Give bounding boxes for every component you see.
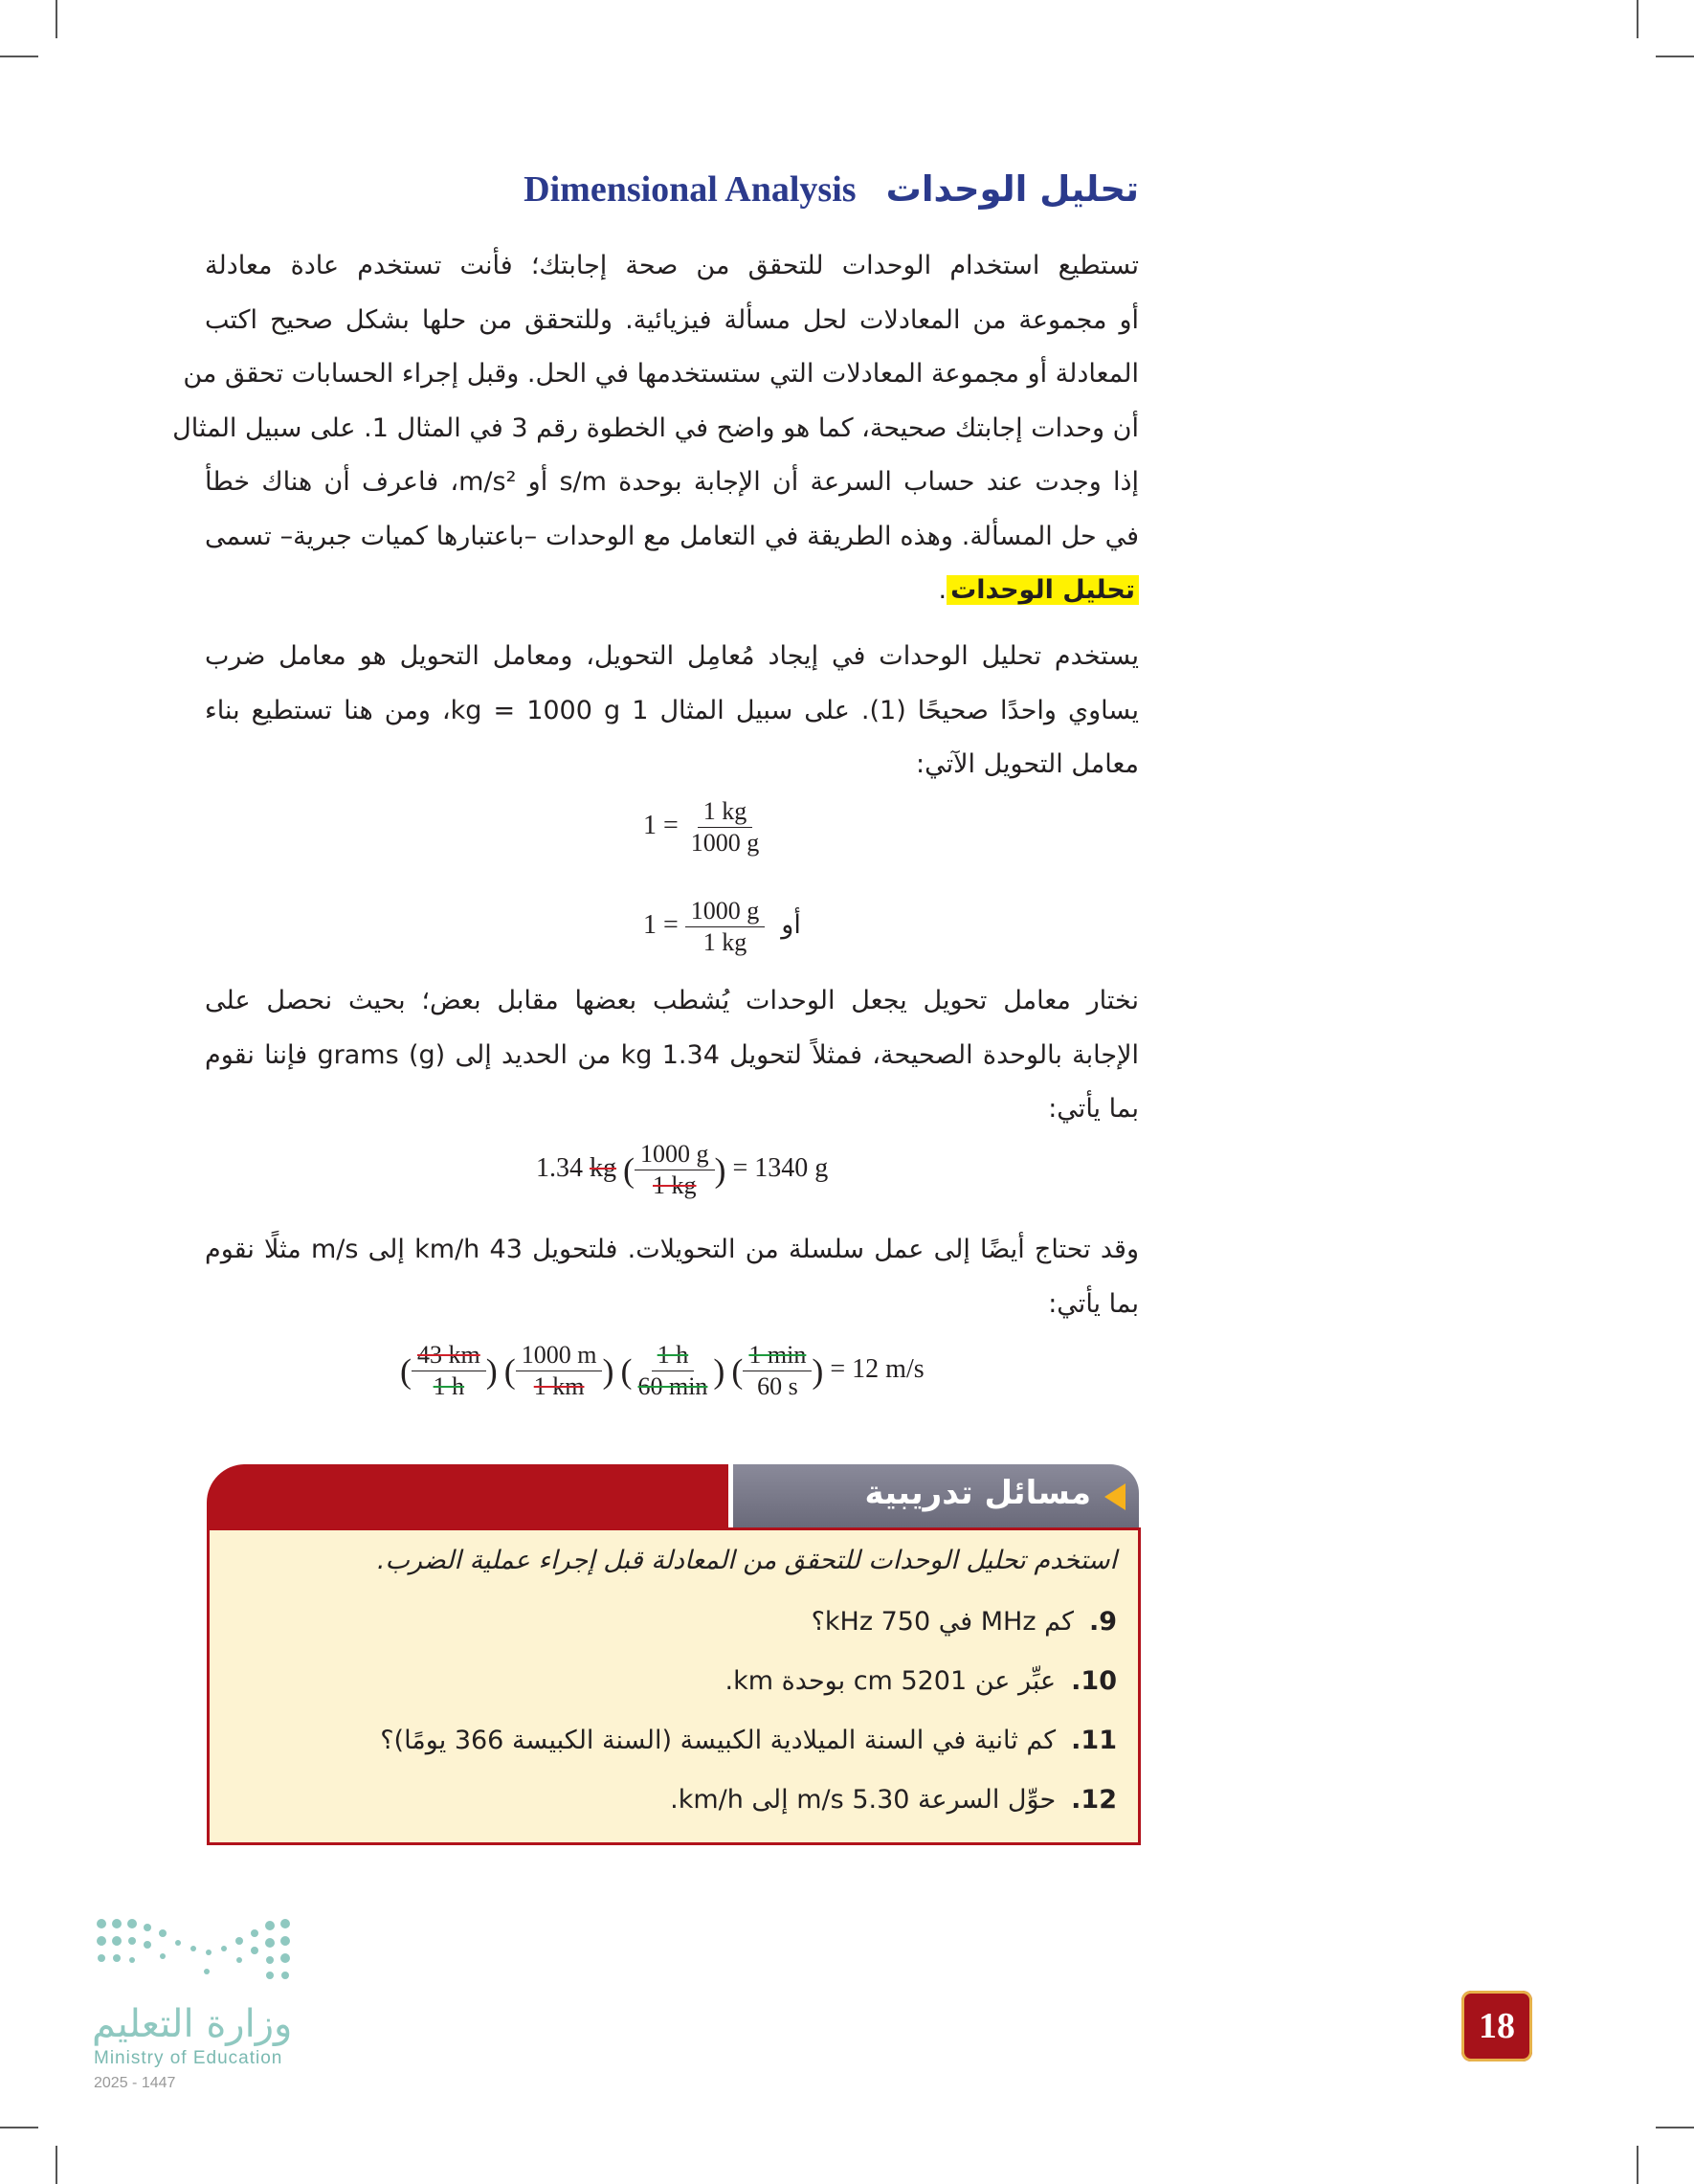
heading-arabic: تحليل الوحدات xyxy=(885,168,1139,210)
denominator: 60 min xyxy=(637,1372,708,1400)
practice-title: مسائل تدريبية xyxy=(864,1474,1091,1512)
paragraph-2 xyxy=(205,630,1139,792)
text-line: إذا وجدت عند حساب السرعة أن الإجابة بوحدة s/m أو m/s²، فاعرف أن هناك خطأ xyxy=(205,467,1140,497)
box-header-red xyxy=(207,1464,728,1527)
crop-mark xyxy=(56,0,57,38)
text-line: في حل المسألة. وهذه الطريقة في التعامل مع الوحدات –باعتبارها كميات جبرية– تسمى xyxy=(205,521,1139,551)
numerator: 1000 g xyxy=(635,1139,715,1170)
numerator: 1 h xyxy=(652,1340,695,1371)
crop-mark xyxy=(56,2146,57,2184)
eq-left: 1 = xyxy=(643,909,679,940)
numerator: 1000 m xyxy=(516,1340,603,1371)
equation-2 xyxy=(643,896,801,958)
text-line: الإجابة بالوحدة الصحيحة، فمثلاً لتحويل 1.34 kg من الحديد إلى grams (g) فإننا نقوم xyxy=(205,1039,1139,1070)
numerator: 1 kg xyxy=(698,796,753,828)
text-line: نختار معامل تحويل يجعل الوحدات يُشطب بعضها مقابل بعض؛ بحيث نحصل على xyxy=(205,986,1139,1015)
practice-problems-box xyxy=(207,1464,1139,1843)
practice-intro: استخدم تحليل الوحدات للتحقق من المعادلة قبل إجراء عملية الضرب. xyxy=(376,1546,1117,1575)
crop-mark xyxy=(1656,2127,1694,2128)
text-line: أو مجموعة من المعادلات لحل مسألة فيزيائية. وللتحقق من حلها بشكل صحيح اكتب xyxy=(205,304,1139,335)
item-text: كم ثانية في السنة الميلادية الكبيسة (السنة الكبيسة 366 يومًا)؟ xyxy=(380,1726,1057,1755)
equation-4: ( $\frac{43 km}{1 h}$ ) ( $\frac{1000 m}{1 km}$ ) ( $\frac{1 h}{60 \min}$ ) ( $\frac{1 \min}{60 s}$ ) = 12 m/s xyxy=(400,1341,925,1400)
or-label: أو xyxy=(781,909,801,940)
crop-mark xyxy=(1656,56,1694,57)
crop-mark xyxy=(0,56,38,57)
text-line: أن وحدات إجابتك صحيحة، كما هو واضح في الخطوة رقم 3 في المثال 1. على سبيل المثال xyxy=(172,412,1139,443)
ministry-year: 2025 - 1447 xyxy=(94,2075,176,2091)
crop-mark xyxy=(1637,0,1638,38)
paragraph-3 xyxy=(205,974,1139,1137)
denominator: 1 kg xyxy=(702,928,747,956)
item-number: 9. xyxy=(1088,1607,1117,1637)
highlighted-term: تحليل الوحدات xyxy=(947,575,1139,605)
fraction xyxy=(516,1340,603,1402)
item-number: 12. xyxy=(1071,1785,1117,1815)
text-line: يستخدم تحليل الوحدات في إيجاد مُعامِل التحويل، ومعامل التحويل هو معامل ضرب xyxy=(205,641,1139,671)
item-text: حوِّل السرعة 5.30 m/s إلى km/h. xyxy=(670,1785,1057,1815)
numerator: 1000 g xyxy=(685,896,766,927)
text-line: تستطيع استخدام الوحدات للتحقق من صحة إجابتك؛ فأنت تستخدم عادة معادلة xyxy=(205,251,1139,280)
equation-1 xyxy=(643,796,765,858)
cancelled-unit: kg xyxy=(590,1152,616,1183)
practice-item xyxy=(380,1726,1117,1755)
paragraph-4 xyxy=(205,1223,1139,1331)
practice-item xyxy=(725,1666,1117,1696)
text-line: معامل التحويل الآتي: xyxy=(915,749,1139,779)
text-line-highlight: تحليل الوحدات. xyxy=(205,564,1139,618)
item-text: عبِّر عن 5201 cm بوحدة km. xyxy=(724,1666,1057,1696)
practice-item xyxy=(670,1785,1117,1815)
triangle-arrow-icon xyxy=(1104,1483,1126,1510)
item-text: كم MHz في 750 kHz؟ xyxy=(811,1607,1074,1637)
practice-item xyxy=(812,1607,1117,1637)
text-line: وقد تحتاج أيضًا إلى عمل سلسلة من التحويلات. فلتحويل 43 km/h إلى m/s مثلًا نقوم xyxy=(205,1235,1140,1264)
eq-left: 1 = xyxy=(643,810,679,840)
item-number: 10. xyxy=(1071,1666,1117,1696)
section-heading xyxy=(0,168,1139,222)
denominator: 60 s xyxy=(757,1372,798,1400)
equation-3: 1.34 kg ( $\frac{1000 g}{1 kg}$ ) = 1340 g xyxy=(536,1140,829,1199)
page-number: 18 xyxy=(1461,1991,1532,2061)
crop-mark xyxy=(1637,2146,1638,2184)
ministry-name-arabic: وزارة التعليم xyxy=(92,2002,293,2046)
denominator: 1 h xyxy=(433,1372,465,1400)
ministry-name-english: Ministry of Education xyxy=(94,2048,283,2068)
denominator: 1000 g xyxy=(690,829,760,857)
fraction xyxy=(635,1139,715,1201)
fraction xyxy=(412,1340,486,1402)
text-line: بما يأتي: xyxy=(1048,1094,1139,1124)
denominator: 1 kg xyxy=(653,1171,697,1199)
numerator: 43 km xyxy=(412,1340,486,1371)
eq-value: 1.34 xyxy=(536,1152,583,1183)
eq-result: = 12 m/s xyxy=(830,1353,925,1384)
item-number: 11. xyxy=(1071,1726,1117,1755)
paragraph-1 xyxy=(172,239,1140,618)
text-line: المعادلة أو مجموعة المعادلات التي ستستخدمها في الحل. وقبل إجراء الحسابات تحقق من xyxy=(183,359,1139,389)
crop-mark xyxy=(0,2127,38,2128)
eq-result: = 1340 g xyxy=(732,1152,829,1183)
denominator: 1 km xyxy=(533,1372,585,1400)
text-line: يساوي واحدًا صحيحًا (1). على سبيل المثال 1 kg = 1000 g، ومن هنا تستطيع بناء xyxy=(205,695,1139,725)
fraction xyxy=(685,796,766,858)
fraction xyxy=(743,1340,812,1402)
ministry-logo-icon xyxy=(92,1914,302,1987)
numerator: 1 min xyxy=(743,1340,812,1371)
heading-english: Dimensional Analysis xyxy=(524,169,857,210)
practice-body xyxy=(207,1527,1141,1845)
text-line: بما يأتي: xyxy=(1048,1288,1139,1319)
fraction xyxy=(685,896,766,958)
fraction xyxy=(632,1340,713,1402)
